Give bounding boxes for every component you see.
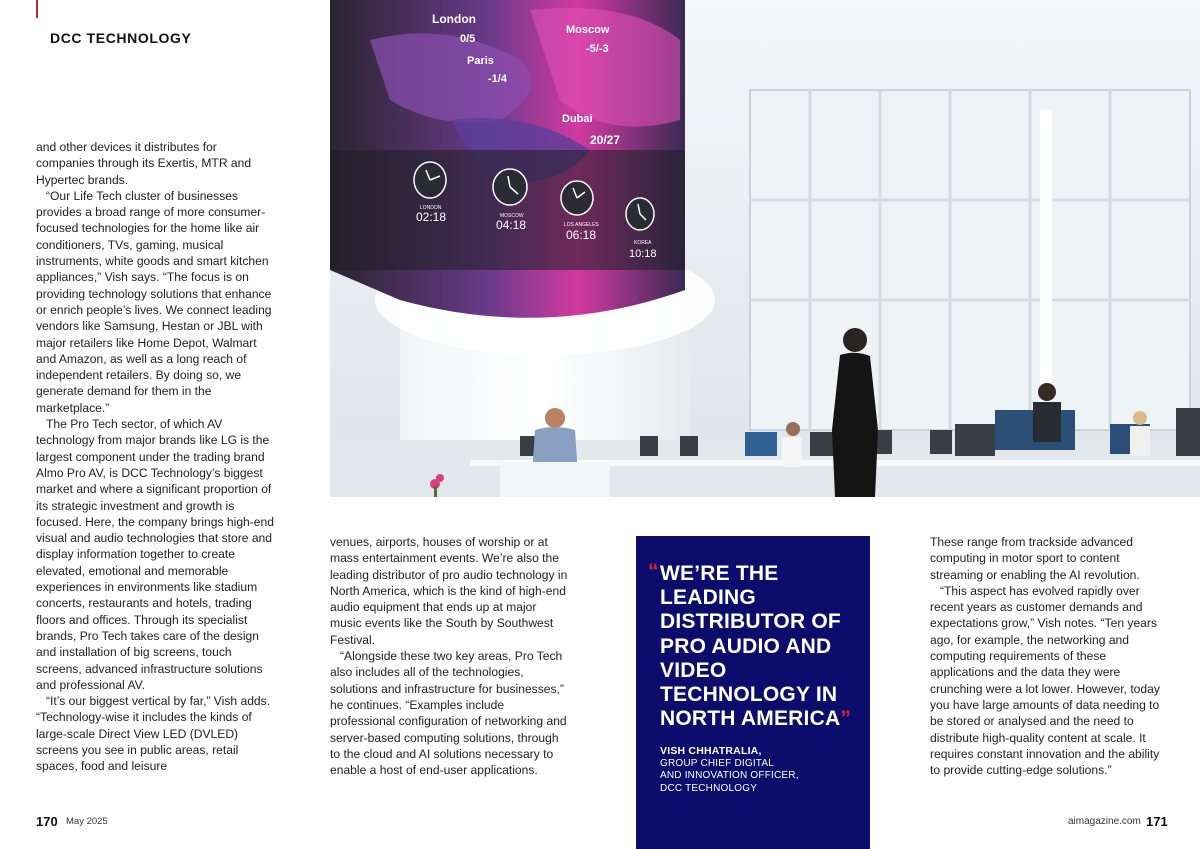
article-column-4 bbox=[930, 534, 1165, 778]
paragraph: “Alongside these two key areas, Pro Tech also includes all of the technologies, solutions and infrastructure for businesses,” he continues. “Examples include professional configuration of networking and server-based computing solutions, through to the cloud and AI solutions necessary to enable a host of end-user applications. bbox=[330, 649, 567, 778]
paragraph: and other devices it distributes for companies through its Exertis, MTR and Hypertec brands. bbox=[36, 140, 252, 187]
page-number-left: 170 bbox=[36, 814, 58, 829]
city-temp: -1/4 bbox=[488, 73, 507, 85]
clock-city: LONDON bbox=[420, 205, 442, 211]
clock-time: 10:18 bbox=[629, 248, 657, 260]
paragraph: The Pro Tech sector, of which AV technology from major brands like LG is the largest component under the trading brand Almo Pro AV, is DCC Technology’s biggest market and where a significant proportion of its strategic investment and growth is focused. Here, the company brings high-end visual and audio technologies that store and display information together to create elevated, emotional and memorable experiences in environments like stadium concerts, restaurants and hotels, trading floors and offices. Through its specialist brands, Pro Tech takes care of the design and installation of big screens, touch screens, advanced infrastructure solutions and professional AV. bbox=[36, 417, 274, 692]
paragraph: These range from trackside advanced computing in motor sport to content streaming or enabling the AI revolution. bbox=[930, 535, 1140, 582]
clock-city: MOSCOW bbox=[500, 213, 524, 219]
paragraph: “Our Life Tech cluster of businesses provides a broad range of more consumer-focused technologies for the home like air conditioners, TVs, gaming, musical instruments, white goods and smart kitchen appliances,” Vish says. “The focus is on providing technology solutions that enhance or enrich people’s lives. We connect leading vendors like Samsung, Hestan or JBL with major retailers like Home Depot, Walmart and Amazon, as well as a long reach of independent retailers. By doing so, we generate demand for them in the marketplace.” bbox=[36, 188, 272, 415]
site-url: aimagazine.com bbox=[1068, 816, 1141, 827]
article-column-1 bbox=[36, 139, 276, 775]
clock-city: KOREA bbox=[634, 240, 652, 246]
accent-rule bbox=[36, 0, 38, 18]
speaker-title: AND INNOVATION OFFICER, bbox=[660, 770, 799, 781]
speaker-company: DCC TECHNOLOGY bbox=[660, 782, 758, 794]
city-label: London bbox=[432, 12, 476, 26]
paragraph: “It’s our biggest vertical by far,” Vish adds. “Technology-wise it includes the kinds of large-scale Direct View LED (DVLED) screens you see in public areas, retail spaces, food and leisure bbox=[36, 694, 271, 774]
pull-quote bbox=[636, 536, 870, 849]
open-quote-mark: “ bbox=[648, 560, 659, 583]
clock-city: LOS ANGELES bbox=[564, 222, 599, 228]
hero-photo bbox=[330, 0, 1200, 497]
paragraph: “This aspect has evolved rapidly over recent years as customer demands and expectations grow,” Vish notes. “Ten years ago, for example, the networking and computing requirements of these applications and the data they were crunching were a lot lower. However, today you have large amounts of data needing to be stored or analysed and the need to distribute high-quality content at scale. It requires constant innovation and the ability to provide cutting-edge solutions.” bbox=[930, 583, 1160, 778]
page-number-right: 171 bbox=[1146, 814, 1168, 829]
speaker-name: VISH CHHATRALIA, bbox=[660, 745, 762, 757]
clock-time: 04:18 bbox=[496, 218, 527, 232]
article-column-2 bbox=[330, 534, 570, 778]
city-label: Moscow bbox=[566, 24, 610, 36]
quote-attribution bbox=[660, 745, 860, 795]
section-label: DCC TECHNOLOGY bbox=[50, 30, 192, 46]
city-temp: 20/27 bbox=[590, 133, 621, 147]
city-temp: 0/5 bbox=[460, 33, 476, 45]
paragraph: venues, airports, houses of worship or at mass entertainment events. We’re also the leading distributor of pro audio technology in North America, which is the kind of high-end audio equipment that ends up at major music events like the South by Southwest Festival. bbox=[330, 535, 568, 647]
clock-time: 06:18 bbox=[566, 228, 597, 242]
pull-quote-text bbox=[648, 560, 865, 731]
city-temp: -5/-3 bbox=[586, 43, 609, 55]
city-label: Paris bbox=[467, 55, 494, 67]
quote-body: WE’RE THE LEADING DISTRIBUTOR OF PRO AUDIO AND VIDEO TECHNOLOGY IN NORTH AMERICA bbox=[660, 562, 841, 731]
speaker-title: GROUP CHIEF DIGITAL bbox=[660, 757, 775, 769]
close-quote-mark: ” bbox=[840, 707, 852, 731]
clock-time: 02:18 bbox=[416, 210, 447, 224]
city-label: Dubai bbox=[562, 113, 593, 125]
issue-date: May 2025 bbox=[66, 816, 108, 827]
